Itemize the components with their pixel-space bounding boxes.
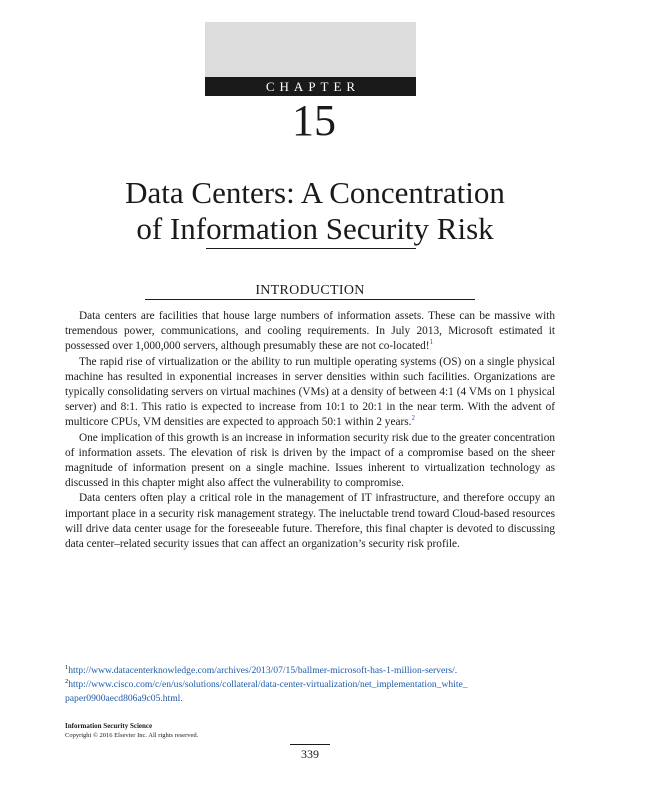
chapter-header-box [205, 22, 416, 77]
page-number-rule [290, 744, 330, 745]
paragraph [65, 491, 555, 552]
paragraph [65, 431, 555, 492]
paragraph-text: Data centers are facilities that house large numbers of information assets. These can be massive with tremendous power, communications, and cooling requirements. In July 2013, Microsoft estimated it possessed over 1,000,000 servers, although presumably these are not co-located! [65, 310, 555, 353]
footnote-number: 2 [65, 677, 69, 685]
footnote-number: 1 [65, 663, 69, 671]
chapter-title [60, 175, 570, 247]
paragraph-text: Data centers often play a critical role in the management of IT infrastructure, and therefore occupy an important place in a security risk management strategy. The ineluctable trend toward Cloud-based resources will drive data center usage for the foreseeable future. Therefore, this final chapter is devoted to discussing data center–related security issues that can affect an organization’s security risk profile. [65, 492, 555, 551]
paragraph-text: One implication of this growth is an increase in information security risk due to the greater concentration of information assets. The elevation of risk is driven by the impact of a compromise based on the sheer magnitude of information present on a single machine. Issues inherent to virtualization technology as discussed in this chapter might also affect the vulnerability to compromise. [65, 431, 555, 490]
paragraph [65, 309, 555, 355]
section-heading: INTRODUCTION [255, 283, 365, 298]
page-number: 339 [301, 747, 319, 761]
body-text [65, 309, 555, 552]
footnote-ref[interactable]: 1 [429, 338, 434, 347]
paragraph-text: The rapid rise of virtualization or the ability to run multiple operating systems (OS) on a single physical machine has resulted in exponential increases in server densities within such facilities. Organizations are typically consolidating servers on virtual machines (VMs) at a density of between 4:1 (4 VMs on 1 physical server) and 8:1. This ratio is expected to increase from 10:1 to 20:1 in the near term. With the advent of multicore CPUs, VM densities are expected to approach 50:1 within 2 years. [65, 355, 555, 429]
chapter-title-line-2: of Information Security Risk [136, 211, 494, 246]
chapter-label: CHAPTER [205, 77, 416, 96]
section-divider [145, 299, 475, 300]
chapter-title-line-1: Data Centers: A Concentration [125, 175, 505, 210]
footnote [65, 664, 555, 678]
book-title: Information Security Science [65, 722, 153, 730]
title-divider [206, 248, 416, 249]
footnote-ref[interactable]: 2 [411, 414, 415, 423]
footnote-link[interactable]: http://www.cisco.com/c/en/us/solutions/collateral/data-center-virtualization/net_implementation_white_ paper0900aecd806a9c05.html. [65, 679, 468, 704]
footnote-link[interactable]: http://www.datacenterknowledge.com/archives/2013/07/15/ballmer-microsoft-has-1-million-servers/. [68, 665, 458, 676]
footnote [65, 678, 555, 706]
chapter-number: 15 [292, 96, 336, 145]
copyright: Copyright © 2016 Elsevier Inc. All rights reserved. [65, 732, 199, 739]
footnotes [65, 664, 555, 706]
paragraph [65, 355, 555, 431]
